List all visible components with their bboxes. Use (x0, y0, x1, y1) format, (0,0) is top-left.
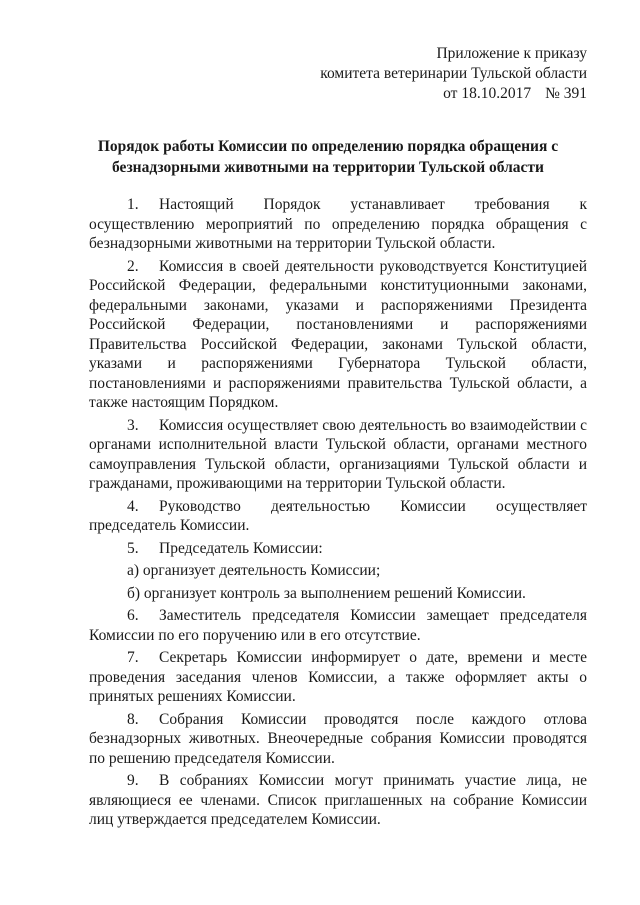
clause-text: Комиссия осуществляет свою деятельность во взаимодействии с органами исполнительной власти Тульской области, органами местного самоуправления Тульской области, организациями Тульской области и гражданами, проживающими на территории Тульской области. (89, 416, 587, 492)
title-line-1: Порядок работы Комиссии по определению порядка обращения с (97, 138, 559, 155)
clause-3 (89, 416, 587, 494)
document-title (80, 136, 576, 178)
clause-number: 6. (127, 607, 139, 624)
clause-7 (89, 648, 587, 707)
clause-text: Секретарь Комиссии информирует о дате, времени и месте проведения заседания членов Комиссии, а также оформляет акты о принятых решениях Комиссии. (89, 649, 587, 705)
appendix-line-1: Приложение к приказу (436, 45, 587, 62)
clause-number: 8. (127, 710, 139, 728)
clause-8 (89, 710, 587, 769)
clause-text: Настоящий Порядок устанавливает требования к осуществлению мероприятий по определению порядка обращения с безнадзорными животными на территории Тульской области. (89, 196, 587, 252)
clause-text: Председатель Комиссии: (159, 539, 323, 557)
clause-number: 2. (127, 257, 139, 275)
clause-number: 1. (127, 196, 139, 213)
clause-text: Собрания Комиссии проводятся после каждого отлова безнадзорных животных. Внеочередные собрания Комиссии проводятся по решению председателя Комиссии. (89, 710, 587, 767)
appendix-header (320, 44, 587, 104)
clause-text: Комиссия в своей деятельности руководствуется Конституцией Российской Федерации, федеральными конституционными законами, федеральными законами, указами и распоряжениями Президента Российской Федерации, постановлениями и распоряжениями Правительства Российской Федерации, законами Тульской области, указами и распоряжениями Губернатора Тульской области, постановлениями и распоряжениями правительства Тульской области, а также настоящим Порядком. (89, 257, 587, 411)
clause-text: Руководство деятельностью Комиссии осуществляет председатель Комиссии. (89, 497, 587, 534)
clause-5 (89, 539, 587, 559)
appendix-date: от 18.10.2017 (443, 85, 532, 102)
clause-9 (89, 771, 587, 830)
appendix-number: № 391 (545, 85, 587, 102)
clause-number: 4. (127, 497, 139, 515)
title-line-2: безнадзорными животными на территории Тульской области (112, 159, 544, 176)
clause-text: Заместитель председателя Комиссии замещает председателя Комиссии по его поручению или в его отсутствие. (89, 607, 587, 644)
clause-number: 5. (127, 539, 139, 557)
appendix-line-2: комитета ветеринарии Тульской области (320, 65, 587, 82)
clause-2 (89, 257, 587, 413)
subclause-b: б) организует контроль за выполнением решений Комиссии. (127, 584, 526, 602)
appendix-date-line (320, 84, 587, 104)
clause-1 (89, 195, 587, 254)
clause-4 (89, 497, 587, 536)
clause-text: В собраниях Комиссии могут принимать участие лица, не являющиеся ее членами. Список приглашенных на собрание Комиссии лиц утверждается председателем Комиссии. (89, 772, 587, 828)
clause-number: 9. (127, 772, 139, 789)
clause-number: 3. (127, 416, 139, 434)
clause-number: 7. (127, 649, 139, 666)
clause-6 (89, 606, 587, 645)
subclause-a: а) организует деятельность Комиссии; (127, 562, 381, 579)
document-body (89, 195, 587, 833)
